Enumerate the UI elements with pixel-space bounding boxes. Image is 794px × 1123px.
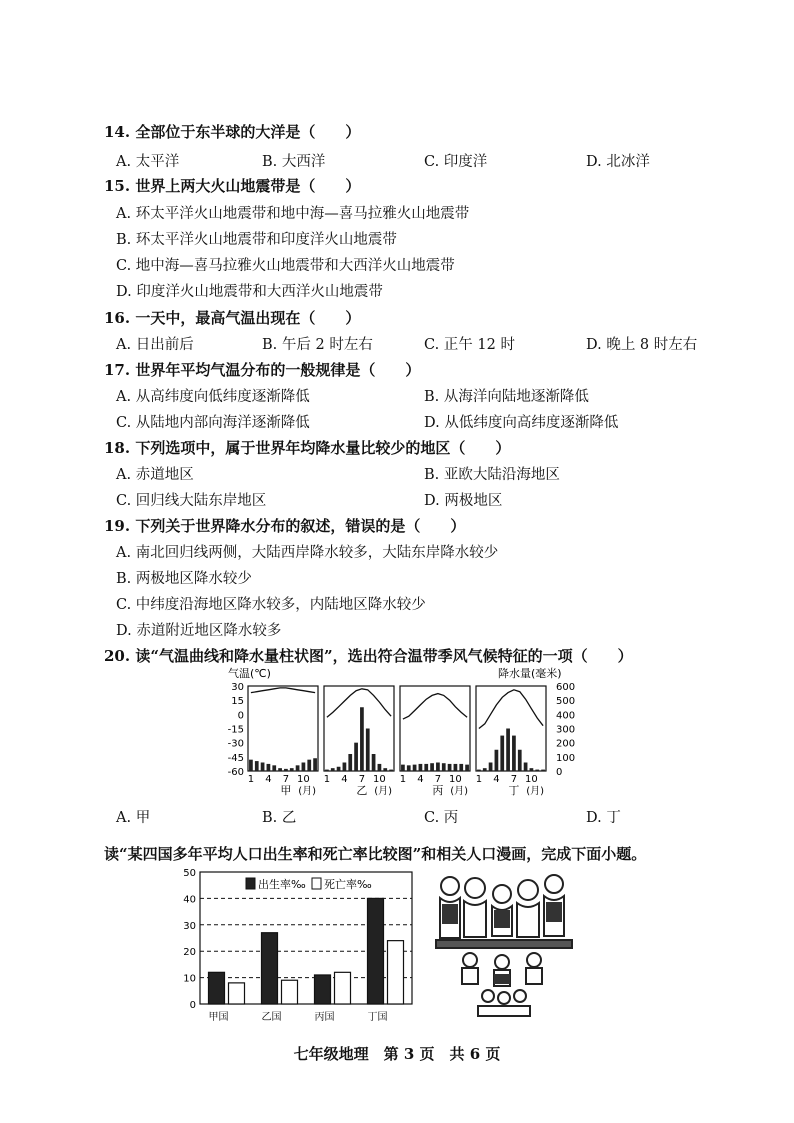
temperature-curve bbox=[327, 689, 391, 717]
climate-panel-label: 丁 bbox=[508, 784, 520, 796]
temperature-curve bbox=[403, 694, 467, 720]
x-category-label: 甲国 bbox=[208, 1012, 229, 1023]
precip-bar bbox=[535, 770, 539, 771]
precip-bar bbox=[366, 729, 370, 772]
precip-tick-label: 600 bbox=[556, 682, 576, 693]
month-tick-label: 1 bbox=[399, 774, 407, 785]
option-a: A. 日出前后 bbox=[116, 337, 194, 353]
birth-rate-bar bbox=[315, 975, 331, 1004]
precip-bar bbox=[477, 770, 481, 771]
option-c: C. 从陆地内部向海洋逐渐降低 bbox=[116, 415, 310, 431]
precip-tick-label: 0 bbox=[556, 767, 563, 778]
month-tick-label: 1 bbox=[475, 774, 483, 785]
option-a: A. 太平洋 bbox=[116, 154, 180, 170]
question-stem: 20. 读“气温曲线和降水量柱状图”，选出符合温带季风气候特征的一项（ ） bbox=[104, 647, 633, 665]
temp-tick-label: 0 bbox=[237, 710, 244, 722]
x-category-label: 乙国 bbox=[261, 1012, 282, 1023]
option-d: D. 两极地区 bbox=[424, 493, 503, 509]
legend-swatch-birth bbox=[246, 878, 255, 889]
temp-tick-label: 15 bbox=[231, 696, 244, 708]
precip-bar bbox=[483, 768, 487, 771]
temp-tick-label: -30 bbox=[227, 738, 244, 750]
precip-bar bbox=[424, 764, 428, 771]
precip-bar bbox=[313, 758, 317, 771]
precip-bar bbox=[378, 764, 382, 771]
precip-bar bbox=[343, 763, 347, 772]
precip-bar bbox=[401, 765, 405, 771]
precip-bar bbox=[407, 765, 411, 771]
precip-bar bbox=[284, 769, 288, 771]
temp-tick-label: -60 bbox=[227, 767, 244, 778]
option-b: B. 两极地区降水较少 bbox=[116, 571, 252, 587]
death-rate-bar bbox=[229, 983, 245, 1004]
death-rate-bar bbox=[335, 972, 351, 1004]
climate-panel-frame bbox=[476, 686, 546, 771]
birth-death-rate-chart bbox=[172, 866, 420, 1026]
precip-bar bbox=[489, 763, 493, 772]
temp-tick-label: 30 bbox=[231, 682, 244, 693]
precip-tick-label: 300 bbox=[556, 724, 576, 736]
precip-bar bbox=[249, 760, 253, 771]
precip-bar bbox=[302, 763, 306, 772]
birth-rate-bar bbox=[262, 933, 278, 1004]
option-d: D. 北冰洋 bbox=[586, 154, 650, 170]
precip-bar bbox=[331, 768, 335, 771]
month-tick-label: 7 bbox=[510, 774, 518, 785]
legend-label-birth: 出生率‰ bbox=[258, 878, 306, 891]
precip-bar bbox=[512, 736, 516, 771]
precip-bar bbox=[325, 770, 329, 771]
x-category-label: 丙国 bbox=[314, 1012, 335, 1023]
page-footer: 七年级地理 第 3 页 共 6 页 bbox=[293, 1045, 501, 1063]
y-tick-label: 20 bbox=[183, 947, 196, 959]
temp-tick-label: -15 bbox=[227, 724, 244, 736]
month-tick-label: 10 bbox=[373, 774, 386, 785]
precip-bar bbox=[506, 729, 510, 772]
precip-bar bbox=[442, 763, 446, 771]
precip-bar bbox=[290, 768, 294, 771]
precip-bar bbox=[389, 770, 393, 771]
precip-bar bbox=[524, 763, 528, 772]
question-stem: 18. 下列选项中，属于世界年均降水量比较少的地区（ ） bbox=[104, 439, 511, 457]
precip-bar bbox=[296, 765, 300, 771]
precip-bar bbox=[360, 707, 364, 771]
y-tick-label: 0 bbox=[189, 1000, 196, 1011]
temperature-curve bbox=[251, 688, 315, 693]
question-stem: 14. 全部位于东半球的大洋是（ ） bbox=[104, 123, 361, 141]
option-c: C. 印度洋 bbox=[424, 154, 488, 170]
option-d: D. 从低纬度向高纬度逐渐降低 bbox=[424, 415, 619, 431]
precip-bar bbox=[307, 760, 311, 771]
precip-bar bbox=[430, 763, 434, 771]
climate-panel-label: 甲 bbox=[280, 784, 292, 796]
option-a: A. 南北回归线两侧，大陆西岸降水较多，大陆东岸降水较少 bbox=[116, 545, 499, 561]
option-b: B. 午后 2 时左右 bbox=[262, 337, 373, 353]
precip-bar bbox=[465, 765, 469, 771]
precip-bar bbox=[267, 764, 271, 771]
climate-panel-label: 乙 bbox=[356, 784, 368, 796]
month-tick-label: 10 bbox=[449, 774, 462, 785]
option-c: C. 丙 bbox=[424, 810, 459, 826]
option-d: D. 赤道附近地区降水较多 bbox=[116, 623, 282, 639]
climate-panel-frame bbox=[248, 686, 318, 771]
y-tick-label: 30 bbox=[183, 920, 196, 932]
death-rate-bar bbox=[282, 980, 298, 1004]
option-b: B. 乙 bbox=[262, 810, 297, 826]
option-d: D. 印度洋火山地震带和大西洋火山地震带 bbox=[116, 284, 383, 300]
climate-panel-label: 丙 bbox=[432, 784, 444, 796]
month-tick-label: 7 bbox=[434, 774, 442, 785]
precip-bar bbox=[459, 764, 463, 771]
option-b: B. 从海洋向陆地逐渐降低 bbox=[424, 389, 589, 405]
legend-label-death: 死亡率‰ bbox=[324, 878, 372, 891]
option-d: D. 晚上 8 时左右 bbox=[586, 337, 698, 353]
precip-bar bbox=[278, 768, 282, 771]
precip-bar bbox=[255, 761, 259, 771]
option-b: B. 亚欧大陆沿海地区 bbox=[424, 467, 560, 483]
precip-bar bbox=[454, 764, 458, 771]
y-tick-label: 10 bbox=[183, 973, 196, 985]
precip-bar bbox=[413, 765, 417, 771]
precip-tick-label: 400 bbox=[556, 710, 576, 722]
question-stem: 15. 世界上两大火山地震带是（ ） bbox=[104, 177, 361, 195]
precip-bar bbox=[541, 770, 545, 771]
month-unit-label: (月) bbox=[298, 786, 316, 796]
option-c: C. 回归线大陆东岸地区 bbox=[116, 493, 267, 509]
y-tick-label: 50 bbox=[183, 868, 196, 879]
temperature-curve bbox=[479, 690, 543, 729]
precip-bar bbox=[272, 765, 276, 771]
passage-text: 读“某四国多年平均人口出生率和死亡率比较图”和相关人口漫画，完成下面小题。 bbox=[104, 845, 647, 863]
question-stem: 17. 世界年平均气温分布的一般规律是（ ） bbox=[104, 361, 421, 379]
precip-bar bbox=[495, 750, 499, 771]
option-a: A. 赤道地区 bbox=[116, 467, 194, 483]
month-unit-label: (月) bbox=[450, 786, 468, 796]
option-c: C. 地中海—喜马拉雅火山地震带和大西洋火山地震带 bbox=[116, 258, 455, 274]
option-a: A. 从高纬度向低纬度逐渐降低 bbox=[116, 389, 310, 405]
option-c: C. 中纬度沿海地区降水较多，内陆地区降水较少 bbox=[116, 597, 426, 613]
precip-bar bbox=[261, 763, 265, 772]
climate-chart bbox=[220, 666, 592, 796]
month-tick-label: 7 bbox=[282, 774, 290, 785]
option-d: D. 丁 bbox=[586, 810, 621, 826]
death-rate-bar bbox=[388, 941, 404, 1004]
precip-tick-label: 100 bbox=[556, 752, 576, 764]
precip-bar bbox=[518, 750, 522, 771]
y-tick-label: 40 bbox=[183, 894, 196, 906]
precip-bar bbox=[383, 768, 387, 771]
month-unit-label: (月) bbox=[526, 786, 544, 796]
x-category-label: 丁国 bbox=[367, 1012, 388, 1023]
month-tick-label: 4 bbox=[493, 774, 500, 785]
month-tick-label: 1 bbox=[323, 774, 331, 785]
option-a: A. 环太平洋火山地震带和地中海—喜马拉雅火山地震带 bbox=[116, 206, 470, 222]
month-tick-label: 4 bbox=[417, 774, 424, 785]
birth-rate-bar bbox=[209, 972, 225, 1004]
precip-tick-label: 500 bbox=[556, 696, 576, 708]
precip-bar bbox=[436, 763, 440, 772]
question-stem: 16. 一天中，最高气温出现在（ ） bbox=[104, 309, 361, 327]
option-a: A. 甲 bbox=[116, 810, 151, 826]
month-tick-label: 4 bbox=[265, 774, 272, 785]
month-tick-label: 1 bbox=[247, 774, 255, 785]
precip-bar bbox=[419, 764, 423, 771]
right-axis-title: 降水量(毫米) bbox=[498, 667, 562, 680]
question-stem: 19. 下列关于世界降水分布的叙述，错误的是（ ） bbox=[104, 517, 466, 535]
legend bbox=[246, 877, 372, 891]
month-tick-label: 10 bbox=[297, 774, 310, 785]
month-unit-label: (月) bbox=[374, 786, 392, 796]
month-tick-label: 4 bbox=[341, 774, 348, 785]
option-b: B. 大西洋 bbox=[262, 154, 326, 170]
month-tick-label: 7 bbox=[358, 774, 366, 785]
temp-tick-label: -45 bbox=[227, 752, 244, 764]
precip-bar bbox=[372, 754, 376, 771]
climate-panel-frame bbox=[324, 686, 394, 771]
precip-bar bbox=[348, 754, 352, 771]
precip-bar bbox=[337, 767, 341, 771]
precip-bar bbox=[448, 764, 452, 771]
option-c: C. 正午 12 时 bbox=[424, 337, 515, 353]
precip-bar bbox=[530, 768, 534, 771]
birth-rate-bar bbox=[368, 898, 384, 1004]
month-tick-label: 10 bbox=[525, 774, 538, 785]
left-axis-title: 气温(℃) bbox=[228, 667, 271, 680]
option-b: B. 环太平洋火山地震带和印度洋火山地震带 bbox=[116, 232, 397, 248]
precip-bar bbox=[500, 736, 504, 771]
population-cartoon-image bbox=[430, 864, 580, 1024]
legend-swatch-death bbox=[312, 878, 321, 889]
precip-tick-label: 200 bbox=[556, 738, 576, 750]
precip-bar bbox=[354, 743, 358, 771]
climate-panel-frame bbox=[400, 686, 470, 771]
